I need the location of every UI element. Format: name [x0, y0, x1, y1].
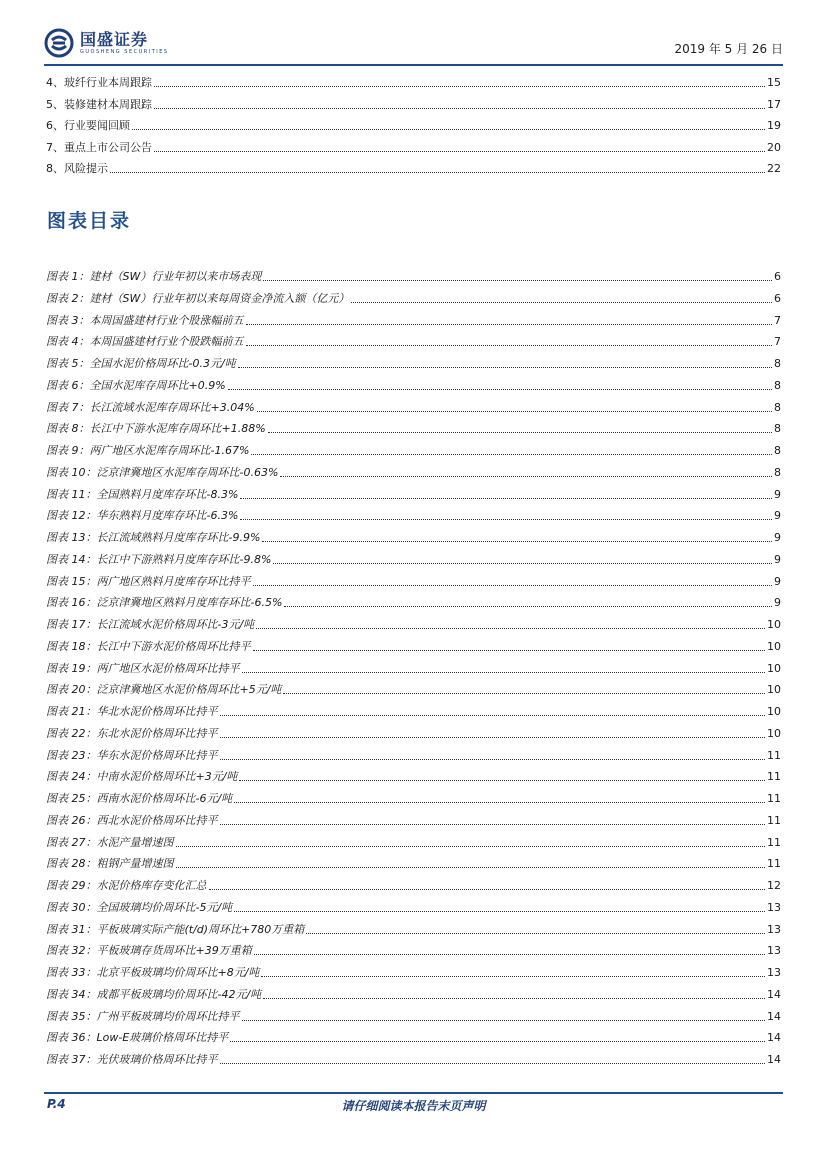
figure-entry[interactable] [46, 549, 781, 567]
figure-entry[interactable] [46, 353, 781, 371]
dot-leader [176, 866, 766, 868]
figure-entry[interactable] [46, 766, 781, 784]
dot-leader [220, 1062, 766, 1064]
figure-entry[interactable] [46, 962, 781, 980]
toc-entry-label: 7、重点上市公司公告 [46, 140, 152, 154]
dot-leader [246, 323, 773, 325]
dot-leader [132, 128, 765, 130]
toc-entry[interactable] [46, 115, 781, 133]
figure-entry-page-number: 10 [767, 726, 781, 740]
figure-entry[interactable] [46, 810, 781, 828]
figure-entry-page-number: 13 [767, 922, 781, 936]
logo-chinese-name: 国盛证券 [80, 29, 149, 49]
figure-entry[interactable] [46, 614, 781, 632]
dot-leader [253, 649, 766, 651]
figure-entry-page-number: 13 [767, 900, 781, 914]
dot-leader [220, 823, 766, 825]
page-header [44, 26, 783, 64]
figure-entry[interactable] [46, 375, 781, 393]
toc-entry-page-number: 22 [767, 162, 781, 176]
toc-entry-page-number: 19 [767, 119, 781, 133]
figure-entry-label: 图表 26：西北水泥价格周环比持平 [46, 813, 218, 827]
figure-entry-label: 图表 14：长江中下游熟料月度库存环比-9.8% [46, 552, 272, 566]
figure-entry-label: 图表 32：平板玻璃存货周环比+39万重箱 [46, 944, 252, 958]
dot-leader [246, 344, 773, 346]
figure-entry-page-number: 7 [774, 335, 781, 349]
dot-leader [240, 497, 772, 499]
figure-entry-label: 图表 6：全国水泥库存周环比+0.9% [46, 378, 226, 392]
figure-entry-label: 图表 23：华东水泥价格周环比持平 [46, 748, 218, 762]
toc-entry[interactable] [46, 72, 781, 90]
logo-english-name: GUOSHENG SECURITIES [80, 48, 169, 55]
figure-entry-page-number: 11 [767, 835, 781, 849]
figure-entry[interactable] [46, 701, 781, 719]
figure-entry-label: 图表 12：华东熟料月度库存环比-6.3% [46, 509, 239, 523]
dot-leader [110, 171, 765, 173]
figure-entry-label: 图表 37：光伏玻璃价格周环比持平 [46, 1053, 218, 1066]
dot-leader [234, 801, 765, 803]
figure-entry[interactable] [46, 592, 781, 610]
figure-entry-page-number: 6 [774, 270, 781, 283]
figure-entry[interactable] [46, 1006, 781, 1024]
figure-entry-page-number: 9 [774, 487, 781, 501]
figure-entry[interactable] [46, 440, 781, 458]
dot-leader [254, 953, 765, 955]
figure-entry[interactable] [46, 310, 781, 328]
dot-leader [154, 85, 765, 87]
figure-entry-page-number: 10 [767, 639, 781, 653]
dot-leader [220, 758, 766, 760]
figure-entry-page-number: 10 [767, 618, 781, 631]
figure-entry-page-number: 11 [767, 792, 781, 805]
figure-entry-page-number: 11 [767, 770, 781, 784]
figure-entry-label: 图表 10：泛京津冀地区水泥库存周环比-0.63% [46, 465, 279, 479]
figure-entry[interactable] [46, 288, 781, 306]
figure-entry-page-number: 13 [767, 966, 781, 979]
dot-leader [253, 584, 773, 586]
dot-leader [234, 910, 765, 912]
figure-entry-label: 图表 3：本周国盛建材行业个股涨幅前五 [46, 313, 244, 327]
figure-entry-page-number: 14 [767, 1009, 781, 1023]
figure-entry-label: 图表 13：长江流域熟料月度库存环比-9.9% [46, 531, 261, 544]
figure-entry[interactable] [46, 462, 781, 480]
figure-entry-label: 图表 25：西南水泥价格周环比-6元/吨 [46, 792, 233, 805]
toc-entry-page-number: 20 [767, 140, 781, 154]
figure-entry[interactable] [46, 832, 781, 850]
dot-leader [242, 1019, 766, 1021]
dot-leader [230, 1040, 765, 1042]
figure-entry[interactable] [46, 679, 781, 697]
logo-mark-icon [44, 28, 74, 58]
dot-leader [238, 366, 772, 368]
figure-entry-page-number: 14 [767, 1053, 781, 1066]
figures-section-title: 图表目录 [47, 210, 132, 232]
dot-leader [239, 779, 765, 781]
toc-entry-page-number: 15 [767, 76, 781, 89]
footer-divider [44, 1092, 783, 1094]
figure-entry[interactable] [46, 484, 781, 502]
figure-entry[interactable] [46, 505, 781, 523]
dot-leader [242, 671, 766, 673]
figure-entry[interactable] [46, 723, 781, 741]
figure-entry-page-number: 9 [774, 552, 781, 566]
dot-leader [154, 107, 765, 109]
report-date: 2019 年 5 月 26 日 [674, 42, 783, 56]
figure-entry-page-number: 14 [767, 1031, 781, 1045]
figure-entry-label: 图表 15：两广地区熟料月度库存环比持平 [46, 574, 251, 588]
figure-entry-page-number: 6 [774, 291, 781, 305]
figure-entry-label: 图表 27：水泥产量增速图 [46, 835, 174, 849]
figure-entry-label: 图表 8：长江中下游水泥库存周环比+1.88% [46, 422, 266, 436]
toc-entry-page-number: 17 [767, 97, 781, 111]
figure-entry-page-number: 12 [767, 879, 781, 892]
dot-leader [220, 714, 766, 716]
figure-entry[interactable] [46, 266, 781, 284]
figure-entry-page-number: 11 [767, 813, 781, 827]
figure-entry[interactable] [46, 940, 781, 958]
dot-leader [176, 845, 766, 847]
figure-entry-label: 图表 33：北京平板玻璃均价周环比+8元/吨 [46, 966, 260, 979]
figure-entry-label: 图表 30：全国玻璃均价周环比-5元/吨 [46, 900, 233, 914]
toc-entry-label: 5、装修建材本周跟踪 [46, 97, 152, 111]
figure-entry-page-number: 8 [774, 465, 781, 479]
figure-entry-label: 图表 17：长江流域水泥价格周环比-3元/吨 [46, 618, 255, 631]
figure-entry[interactable] [46, 1049, 781, 1067]
figure-entry-label: 图表 7：长江流域水泥库存周环比+3.04% [46, 400, 255, 414]
figure-entry-label: 图表 34：成都平板玻璃均价周环比-42元/吨 [46, 987, 262, 1001]
figure-entry-page-number: 11 [767, 857, 781, 871]
figure-entry-label: 图表 21：华北水泥价格周环比持平 [46, 705, 218, 718]
dot-leader [263, 997, 765, 999]
figure-entry-label: 图表 29：水泥价格库存变化汇总 [46, 879, 207, 892]
figure-entry-label: 图表 22：东北水泥价格周环比持平 [46, 726, 218, 740]
dot-leader [351, 301, 772, 303]
figure-entry-page-number: 14 [767, 987, 781, 1001]
figure-entry[interactable] [46, 984, 781, 1002]
footer-page-number: P.4 [47, 1097, 66, 1111]
figure-entry-page-number: 8 [774, 422, 781, 436]
figure-entry-page-number: 10 [767, 661, 781, 675]
dot-leader [273, 562, 772, 564]
figure-entry[interactable] [46, 788, 781, 806]
header-divider [44, 64, 783, 66]
figure-entry[interactable] [46, 919, 781, 937]
figure-entry-label: 图表 35：广州平板玻璃均价周环比持平 [46, 1009, 240, 1023]
toc-entry[interactable] [46, 158, 781, 176]
figure-entry-label: 图表 1：建材（SW）行业年初以来市场表现 [46, 270, 262, 283]
figure-entry[interactable] [46, 571, 781, 589]
figure-entry-label: 图表 5：全国水泥价格周环比-0.3元/吨 [46, 357, 236, 370]
dot-leader [262, 540, 772, 542]
dot-leader [283, 692, 765, 694]
figure-entry[interactable] [46, 658, 781, 676]
figure-entry-page-number: 11 [767, 748, 781, 762]
figure-entry-label: 图表 2：建材（SW）行业年初以来每周资金净流入额（亿元） [46, 291, 350, 305]
figure-entry[interactable] [46, 875, 781, 893]
dot-leader [220, 736, 766, 738]
dot-leader [240, 518, 772, 520]
figure-entry[interactable] [46, 636, 781, 654]
figure-entry-page-number: 8 [774, 444, 781, 457]
figure-entry-page-number: 10 [767, 705, 781, 718]
dot-leader [154, 150, 765, 152]
dot-leader [268, 431, 772, 433]
dot-leader [263, 279, 772, 281]
figure-entry-page-number: 9 [774, 596, 781, 610]
figure-entry-label: 图表 31：平板玻璃实际产能(t/d)周环比+780万重箱 [46, 922, 305, 936]
figure-entry-page-number: 8 [774, 400, 781, 414]
figure-entry[interactable] [46, 1027, 781, 1045]
figure-entry[interactable] [46, 331, 781, 349]
dot-leader [280, 475, 772, 477]
dot-leader [228, 388, 772, 390]
figure-entry-page-number: 8 [774, 378, 781, 392]
toc-entry-label: 4、玻纤行业本周跟踪 [46, 76, 152, 89]
figure-entry-label: 图表 18：长江中下游水泥价格周环比持平 [46, 639, 251, 653]
figure-entry-page-number: 10 [767, 683, 781, 697]
figure-entry-page-number: 9 [774, 531, 781, 544]
figure-entry-label: 图表 9：两广地区水泥库存周环比-1.67% [46, 444, 250, 457]
company-logo [44, 26, 169, 60]
dot-leader [284, 605, 772, 607]
figure-entry[interactable] [46, 397, 781, 415]
toc-entry[interactable] [46, 137, 781, 155]
dot-leader [261, 975, 765, 977]
dot-leader [257, 410, 772, 412]
dot-leader [256, 627, 765, 629]
figure-entry-label: 图表 36：Low-E玻璃价格周环比持平 [46, 1031, 229, 1045]
figure-entry-label: 图表 20：泛京津冀地区水泥价格周环比+5元/吨 [46, 683, 282, 697]
figure-entry-label: 图表 19：两广地区水泥价格周环比持平 [46, 661, 240, 675]
figure-entry-page-number: 9 [774, 574, 781, 588]
figure-entry[interactable] [46, 527, 781, 545]
toc-entry-label: 8、风险提示 [46, 162, 108, 176]
figure-entry-page-number: 13 [767, 944, 781, 958]
dot-leader [209, 888, 766, 890]
figure-entry-label: 图表 16：泛京津冀地区熟料月度库存环比-6.5% [46, 596, 283, 610]
toc-entry[interactable] [46, 94, 781, 112]
footer-disclaimer-note: 请仔细阅读本报告末页声明 [341, 1099, 486, 1113]
figure-entry-label: 图表 28：粗钢产量增速图 [46, 857, 174, 871]
toc-entry-label: 6、行业要闻回顾 [46, 119, 130, 133]
dot-leader [251, 453, 772, 455]
figure-entry-label: 图表 11：全国熟料月度库存环比-8.3% [46, 487, 239, 501]
figure-entry-page-number: 9 [774, 509, 781, 523]
figure-entry-label: 图表 24：中南水泥价格周环比+3元/吨 [46, 770, 238, 784]
dot-leader [306, 932, 765, 934]
figure-entry[interactable] [46, 418, 781, 436]
figure-entry[interactable] [46, 897, 781, 915]
figure-entry-page-number: 7 [774, 313, 781, 327]
figure-entry[interactable] [46, 745, 781, 763]
figure-entry-label: 图表 4：本周国盛建材行业个股跌幅前五 [46, 335, 244, 349]
figure-entry-page-number: 8 [774, 357, 781, 370]
figure-entry[interactable] [46, 853, 781, 871]
